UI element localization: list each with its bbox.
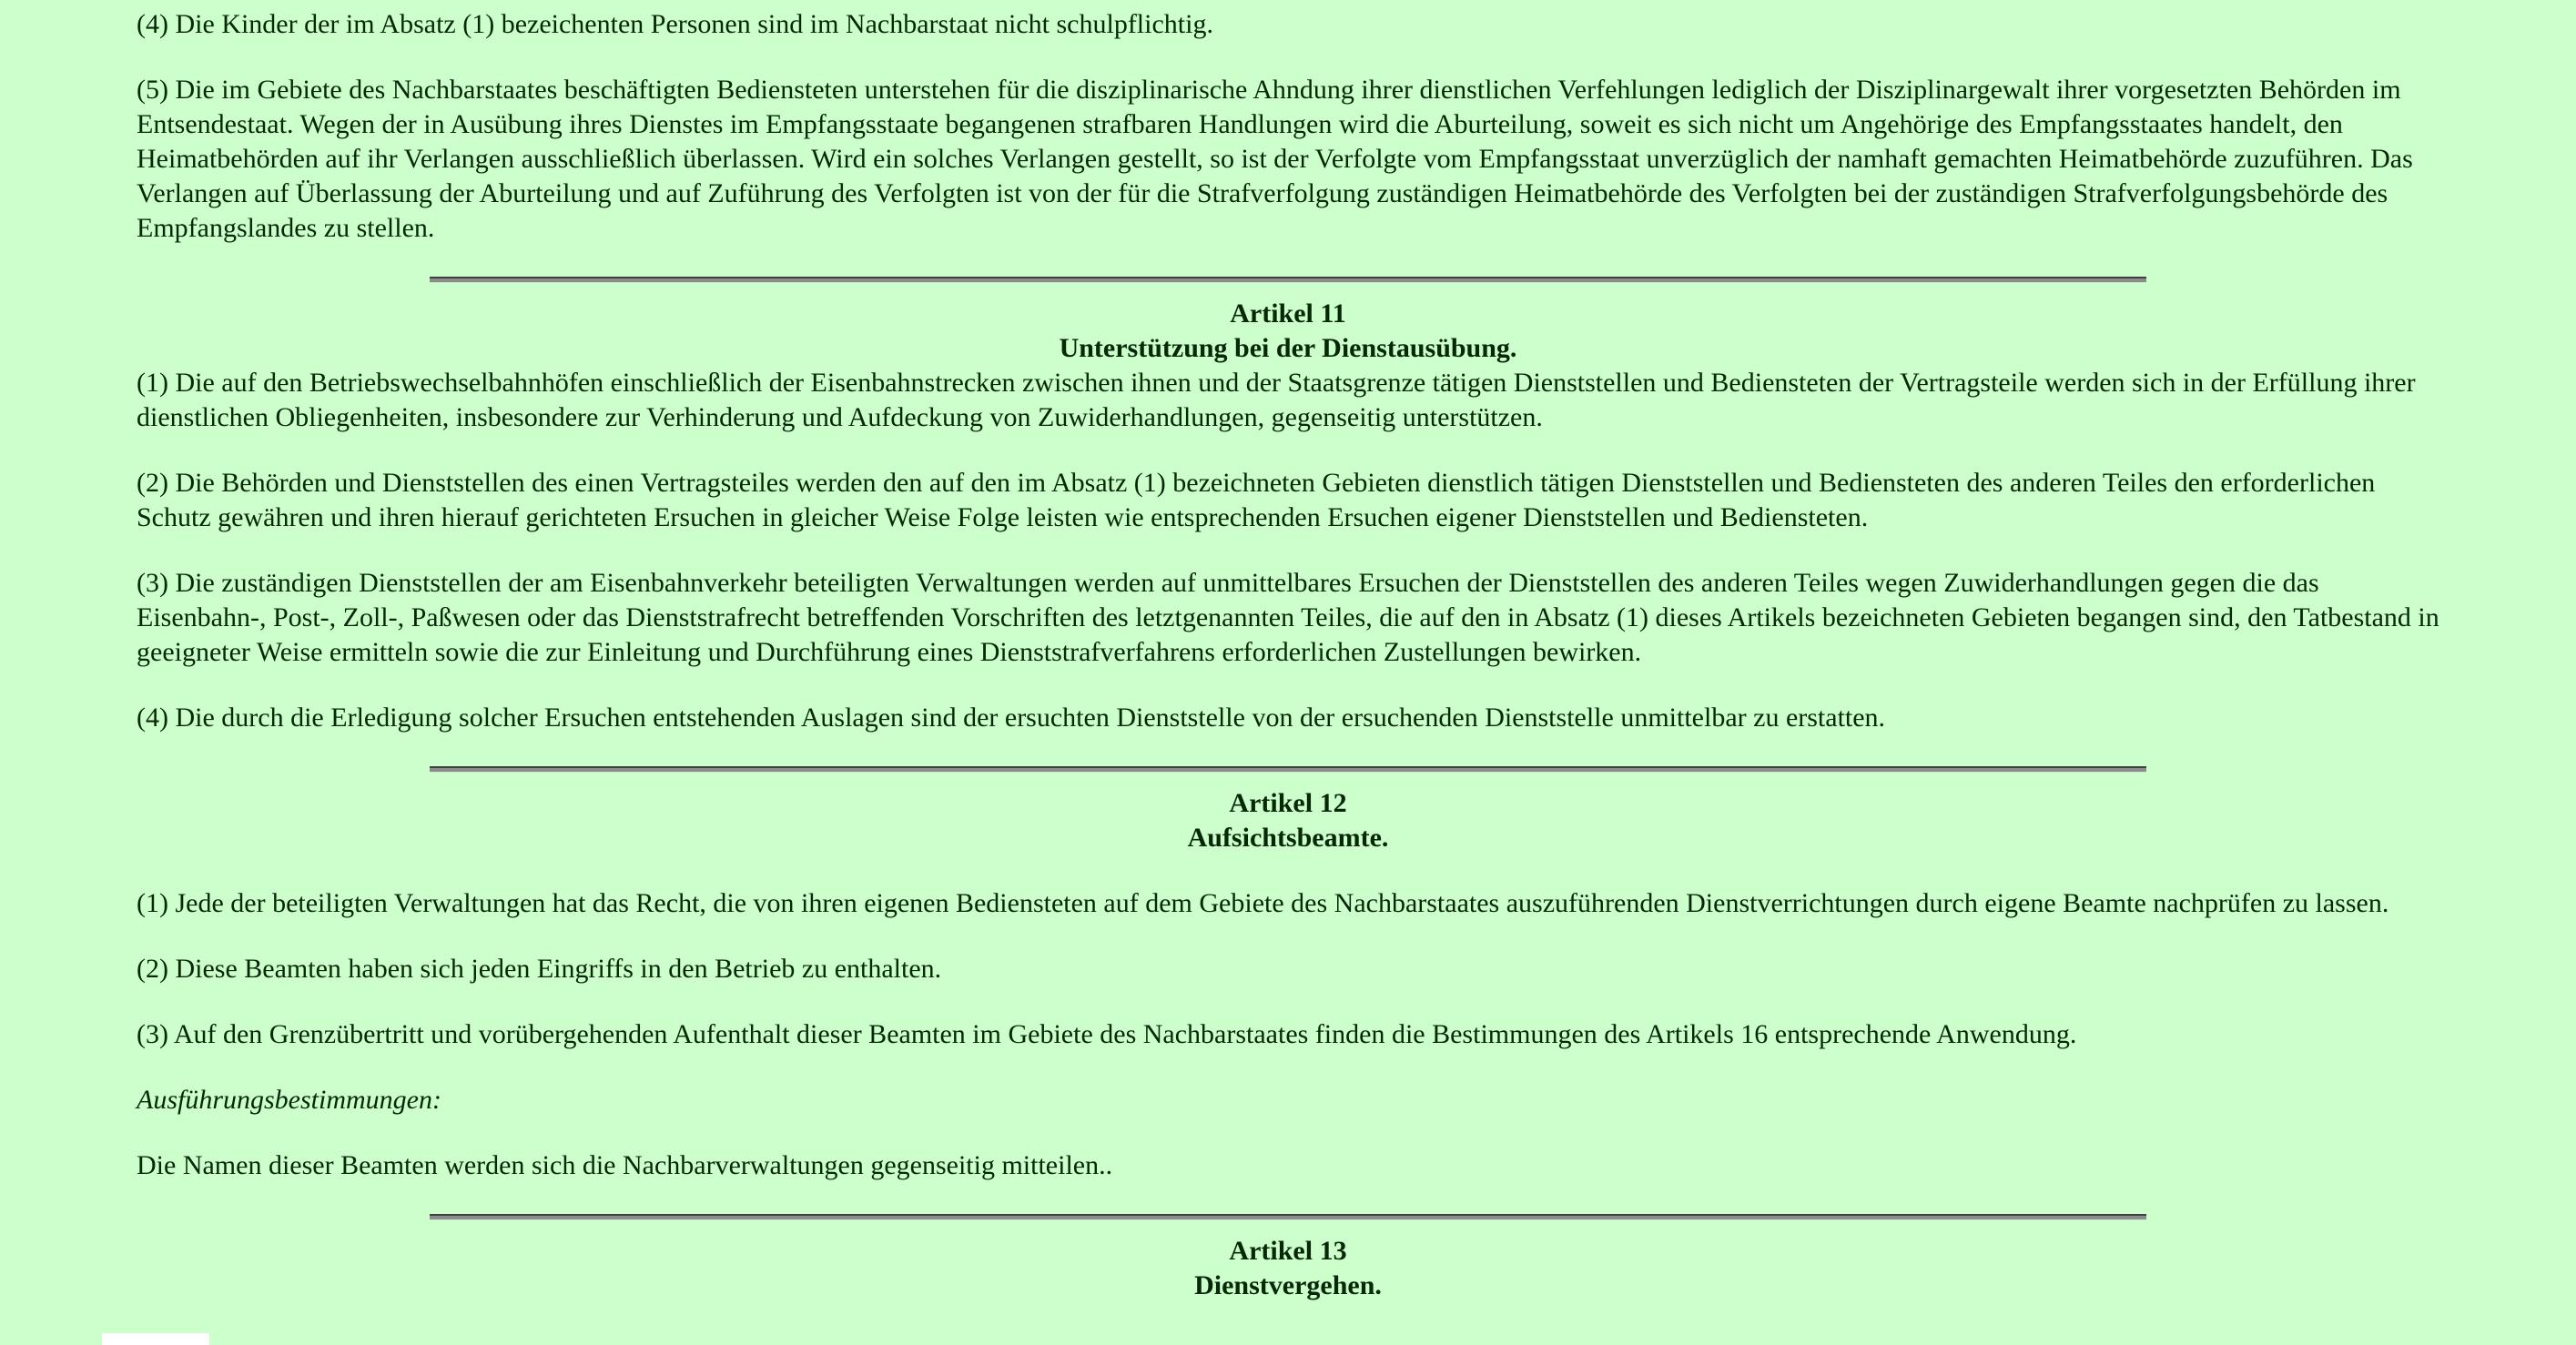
article-11-heading <box>137 297 2439 366</box>
article-13-heading <box>137 1234 2439 1303</box>
article-13-subtitle: Dienstvergehen. <box>1194 1270 1382 1300</box>
article-11-paragraph-4: (4) Die durch die Erledigung solcher Ersuchen entstehenden Auslagen sind der ersuchten Dienststelle von der ersuchenden Dienststelle unmittelbar zu erstatten. <box>137 703 1886 733</box>
section-divider <box>430 277 2146 283</box>
article-11-subtitle: Unterstützung bei der Dienstausübung. <box>1059 333 1517 363</box>
article-12-paragraph-2: (2) Diese Beamten haben sich jeden Eingriffs in den Betrieb zu enthalten. <box>137 954 942 984</box>
article-12-subtitle: Aufsichtsbeamte. <box>1187 823 1389 853</box>
article-12-paragraph-3: (3) Auf den Grenzübertritt und vorübergehenden Aufenthalt dieser Beamten im Gebiete des Nachbarstaates finden die Bestimmungen des Artikels 16 entsprechende Anwendung. <box>137 1019 2077 1049</box>
article-12-paragraph-1: (1) Jede der beteiligten Verwaltungen hat das Recht, die von ihren eigenen Bediensteten auf dem Gebiete des Nachbarstaates auszuführenden Dienstverrichtungen durch eigene Beamte nachprüfen zu lassen. <box>137 888 2389 918</box>
intro-paragraph-5: (5) Die im Gebiete des Nachbarstaates beschäftigten Bediensteten unterstehen für die disziplinarische Ahndung ihrer dienstlichen Verfehlungen lediglich der Disziplinargewalt ihrer vorgesetzten Behörden im Entsendestaat. Wegen der in Ausübung ihres Dienstes im Empfangsstaate begangenen strafbaren Handlungen wird die Aburteilung, soweit es sich nicht um Angehörige des Empfangsstaates handelt, den Heimatbehörden auf ihr Verlangen ausschließlich überlassen. Wird ein solches Verlangen gestellt, so ist der Verfolgte vom Empfangsstaat unverzüglich der namhaft gemachten Heimatbehörde zuzuführen. Das Verlangen auf Überlassung der Aburteilung und auf Zuführung des Verfolgten ist von der für die Strafverfolgung zuständigen Heimatbehörde des Verfolgten bei der zuständigen Strafverfolgungsbehörde des Empfangslandes zu stellen. <box>137 75 2413 243</box>
section-divider <box>430 1214 2146 1220</box>
section-divider <box>430 766 2146 773</box>
article-12-heading <box>137 786 2439 855</box>
article-12-notes-label: Ausführungsbestimmungen: <box>137 1085 441 1115</box>
bottom-left-white-patch <box>102 1333 209 1345</box>
article-12-title: Artikel 12 <box>1229 788 1347 818</box>
article-11-paragraph-3: (3) Die zuständigen Dienststellen der am Eisenbahnverkehr beteiligten Verwaltungen werden auf unmittelbares Ersuchen der Dienststellen des anderen Teiles wegen Zuwiderhandlungen gegen die das Eisenbahn-, Post-, Zoll-, Paßwesen oder das Dienststrafrecht betreffenden Vorschriften des letztgenannten Teiles, die auf den in Absatz (1) dieses Artikels bezeichneten Gebieten begangen sind, den Tatbestand in geeigneter Weise ermitteln sowie die zur Einleitung und Durchführung eines Dienststrafverfahrens erforderlichen Zustellungen bewirken. <box>137 568 2439 667</box>
article-11-paragraph-2: (2) Die Behörden und Dienststellen des einen Vertragsteiles werden den auf den im Absatz (1) bezeichneten Gebieten dienstlich tätigen Dienststellen und Bediensteten des anderen Teiles den erforderlichen Schutz gewähren und ihren hierauf gerichteten Ersuchen in gleicher Weise Folge leisten wie entsprechenden Ersuchen eigener Dienststellen und Bediensteten. <box>137 468 2376 532</box>
article-11-title: Artikel 11 <box>1230 298 1346 329</box>
article-13-title: Artikel 13 <box>1229 1236 1347 1266</box>
article-12-notes-text: Die Namen dieser Beamten werden sich die Nachbarverwaltungen gegenseitig mitteilen.. <box>137 1150 1113 1180</box>
article-11-paragraph-1: (1) Die auf den Betriebswechselbahnhöfen einschließlich der Eisenbahnstrecken zwischen ihnen und der Staatsgrenze tätigen Dienststellen und Bediensteten der Vertragsteile werden sich in der Erfüllung ihrer dienstlichen Obliegenheiten, insbesondere zur Verhinderung und Aufdeckung von Zuwiderhandlungen, gegenseitig unterstützen. <box>137 368 2416 432</box>
intro-paragraph-4: (4) Die Kinder der im Absatz (1) bezeichenten Personen sind im Nachbarstaat nicht schulpflichtig. <box>137 9 1213 39</box>
